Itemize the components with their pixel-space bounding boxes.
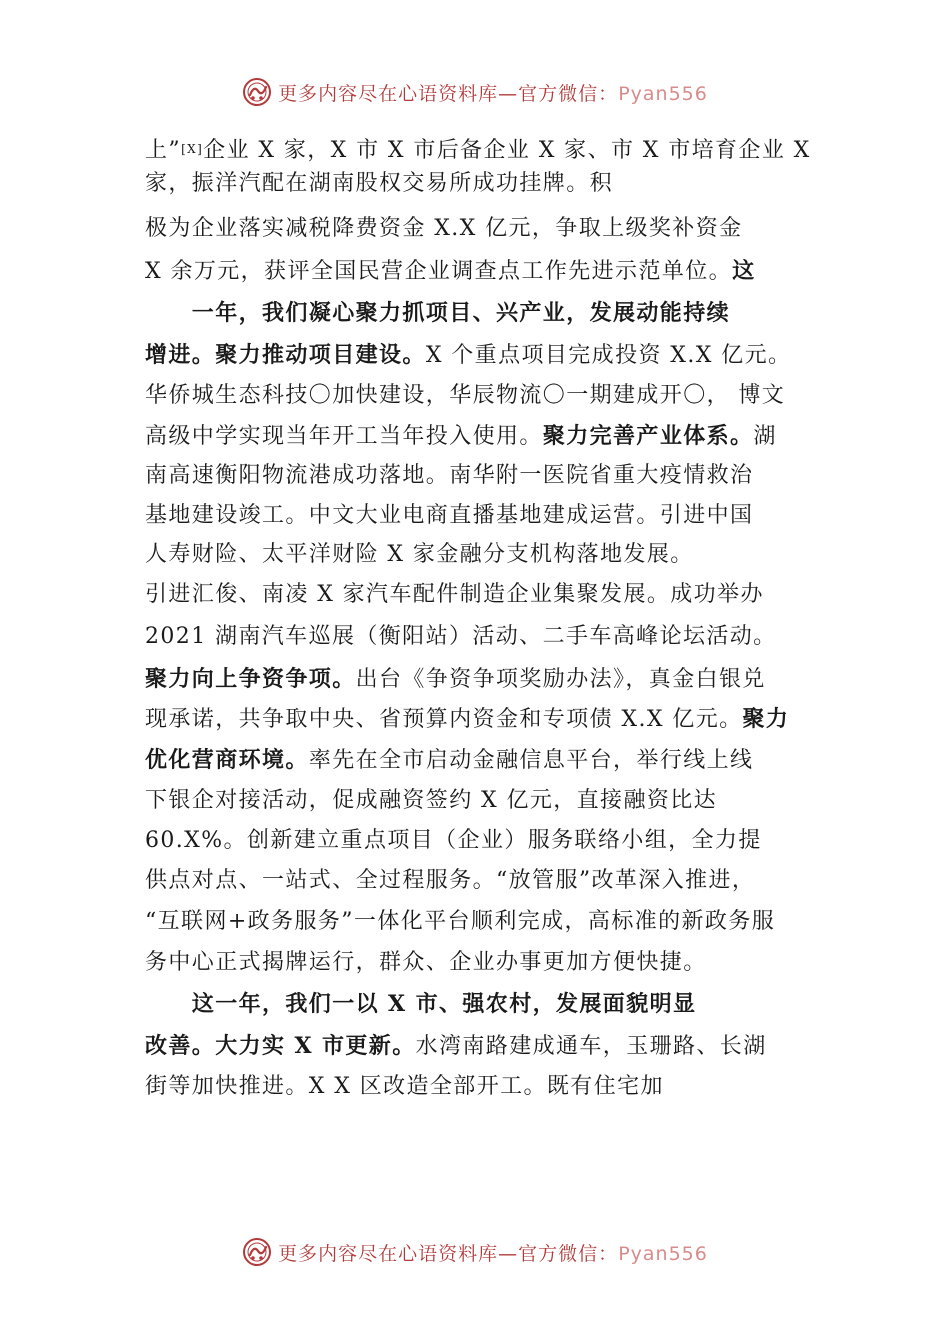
text-line — [145, 826, 762, 856]
watermark-banner-top — [0, 72, 950, 112]
text-line — [145, 907, 775, 937]
text-line — [145, 1031, 767, 1062]
text-line — [145, 989, 696, 1020]
seal-logo-icon — [242, 77, 272, 107]
text-run: 高级中学实现当年开工当年投入使用。 — [145, 424, 543, 449]
watermark-text: 更多内容尽在心语资料库—官方微信：Pyan556 — [278, 82, 708, 105]
text-run: 率先在全市启动金融信息平台，举行线上线 — [308, 748, 754, 773]
text-run: “互联网+政务服务”一体化平台顺利完成，高标准的新政务服 — [145, 909, 776, 934]
text-line — [145, 1072, 664, 1102]
text-run: 引进汇俊、南凌 X 家汽车配件制造企业集聚发展。成功举办 — [145, 582, 764, 607]
text-run: 上” — [145, 138, 182, 163]
text-line — [145, 622, 777, 652]
text-line — [145, 664, 766, 695]
bold-text: 一年，我们凝心聚力抓项目、兴产业，发展动能持续 — [145, 300, 731, 326]
text-run: 家，振洋汽配在湖南股权交易所成功挂牌。积 — [145, 171, 614, 196]
text-line — [145, 256, 755, 287]
text-run: 华侨城生态科技〇加快建设，华辰物流〇一期建成开〇， 博文 — [145, 383, 786, 408]
watermark-banner-bottom — [0, 1232, 950, 1272]
text-run: X 余万元，获评全国民营企业调查点工作先进示范单位。 — [145, 259, 733, 284]
bold-text: 增进。聚力推动项目建设。 — [145, 342, 426, 368]
text-run: 街等加快推进。X X 区改造全部开工。既有住宅加 — [145, 1074, 664, 1099]
text-line — [145, 948, 707, 978]
text-run: 下银企对接活动，促成融资签约 X 亿元，直接融资比达 — [145, 788, 718, 813]
bold-text: 这一年，我们一以 X 市、强农村，发展面貌明显 — [145, 991, 697, 1017]
text-line — [145, 136, 811, 166]
text-run: 出台《争资争项奖励办法》，真金白银兑 — [355, 667, 766, 692]
text-line — [145, 704, 789, 735]
text-run: 南高速衡阳物流港成功落地。南华附一医院省重大疫情救治 — [145, 463, 754, 488]
text-run: 企业 X 家，X 市 X 市后备企业 X 家、市 X 市培育企业 X — [203, 138, 811, 163]
text-run: 湖 — [753, 424, 777, 449]
text-line — [145, 866, 755, 896]
text-run: 人寿财险、太平洋财险 X 家金融分支机构落地发展。 — [145, 542, 694, 567]
text-run: 现承诺，共争取中央、省预算内资金和专项债 X.X 亿元。 — [145, 707, 743, 732]
bold-text: 优化营商环境。 — [145, 747, 309, 773]
bold-text: 这 — [732, 258, 756, 284]
text-run: 供点对点、一站式、全过程服务。“放管服”改革深入推进， — [145, 868, 756, 893]
text-line — [145, 461, 753, 491]
bold-text: 聚力 — [742, 706, 790, 732]
text-line — [145, 540, 694, 570]
text-run: X 个重点项目完成投资 X.X 亿元。 — [425, 343, 792, 368]
footnote-marker: [X] — [181, 142, 204, 156]
text-line — [145, 381, 785, 411]
text-line — [145, 786, 717, 816]
text-run: 水湾南路建成通车，玉珊路、长湖 — [415, 1034, 767, 1059]
text-line — [145, 298, 730, 329]
bold-text: 聚力完善产业体系。 — [542, 423, 754, 449]
text-line — [145, 421, 777, 452]
watermark-text: 更多内容尽在心语资料库—官方微信：Pyan556 — [278, 1242, 708, 1265]
text-line — [145, 745, 753, 776]
text-line — [145, 580, 764, 610]
text-line — [145, 169, 613, 199]
text-line — [145, 214, 743, 244]
text-run: 基地建设竣工。中文大业电商直播基地建成运营。引进中国 — [145, 503, 754, 528]
bold-text: 改善。大力实 X 市更新。 — [145, 1033, 416, 1059]
text-run: 极为企业落实减税降费资金 X.X 亿元，争取上级奖补资金 — [145, 216, 743, 241]
text-run: 60.X%。创新建立重点项目（企业）服务联络小组，全力提 — [145, 828, 762, 853]
bold-text: 聚力向上争资争项。 — [145, 666, 356, 692]
text-run: 务中心正式揭牌运行，群众、企业办事更加方便快捷。 — [145, 950, 707, 975]
seal-logo-icon — [242, 1237, 272, 1267]
text-line — [145, 340, 791, 371]
text-line — [145, 501, 753, 531]
text-run: 2021 湖南汽车巡展（衡阳站）活动、二手车高峰论坛活动。 — [145, 624, 777, 649]
